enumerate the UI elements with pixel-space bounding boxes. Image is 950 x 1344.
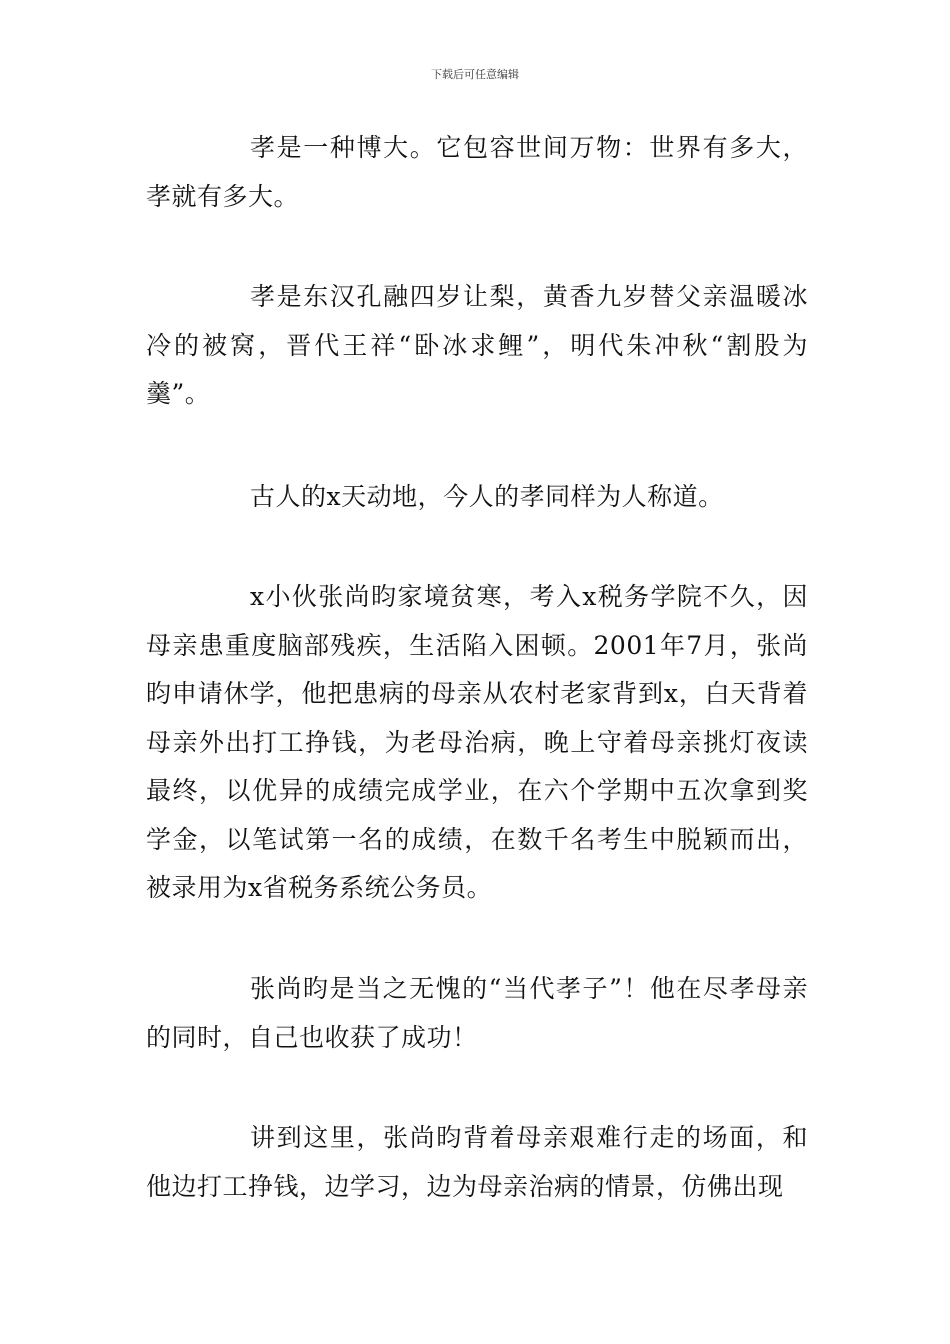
paragraph-5: 张尚昀是当之无愧的“当代孝子”！他在尽孝母亲的同时，自己也收获了成功！ xyxy=(146,974,808,1052)
paragraph-6: 讲到这里，张尚昀背着母亲艰难行走的场面，和他边打工挣钱，边学习，边为母亲治病的情景，仿佛出现 xyxy=(146,1123,808,1201)
paragraph-4: x小伙张尚昀家境贫寒，考入x税务学院不久，因母亲患重度脑部残疾，生活陷入困顿。2001年7月，张尚昀申请休学，他把患病的母亲从农村老家背到x，白天背着母亲外出打工挣钱，为老母治病，晚上守着母亲挑灯夜读最终，以优异的成绩完成学业，在六个学期中五次拿到奖学金，以笔试第一名的成绩，在数千名考生中脱颖而出，被录用为x省税务系统公务员。 xyxy=(146,582,808,902)
paragraph-3: 古人的x天动地，今人的孝同样为人称道。 xyxy=(250,482,724,511)
paragraph-1: 孝是一种博大。它包容世间万物：世界有多大，孝就有多大。 xyxy=(146,133,808,211)
page-header: 下载后可任意编辑 xyxy=(431,68,519,81)
paragraph-2: 孝是东汉孔融四岁让梨，黄香九岁替父亲温暖冰冷的被窝，晋代王祥“卧冰求鲤”，明代朱冲秋“割股为羹”。 xyxy=(146,282,808,408)
